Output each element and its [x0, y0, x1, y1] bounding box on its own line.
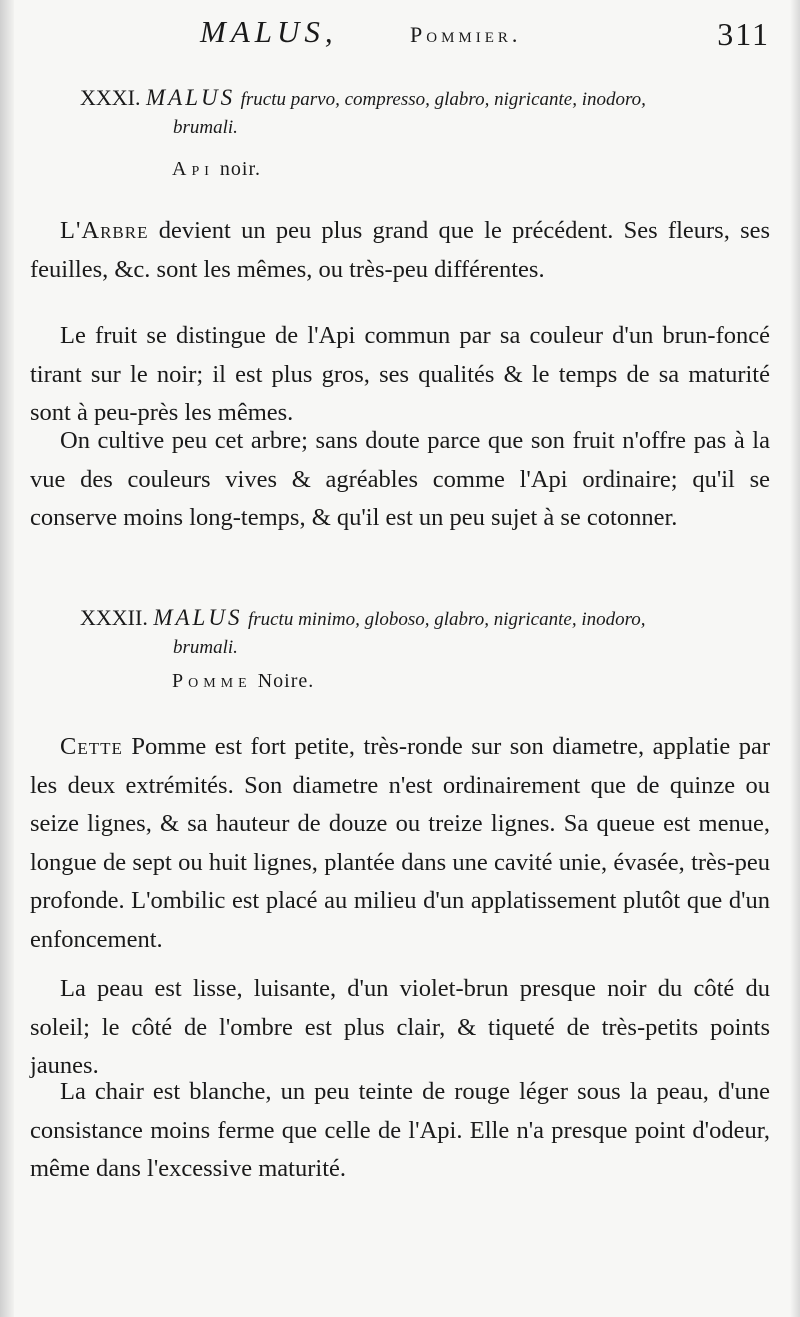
- entry-32-paragraph-1: [30, 728, 770, 959]
- entry-32-paragraph-3-text: La chair est blanche, un peu teinte de rouge léger sous la peau, d'une consistance moins ferme que celle de l'Api. Elle n'a presque point d'odeur, même dans l'excessive maturité.: [30, 1078, 770, 1182]
- entry-31-description-cont: brumali.: [173, 117, 238, 138]
- entry-31-paragraph-1-lead: L'Arbre: [60, 217, 149, 244]
- page-gutter-shadow: [0, 0, 14, 1317]
- entry-31-common-name-rest: noir.: [219, 158, 262, 180]
- entry-31-paragraph-3-text: On cultive peu cet arbre; sans doute parce que son fruit n'offre pas à la vue des couleurs vives & agréables comme l'Api ordinaire; qu'il se conserve moins long-temps, & qu'il est un peu sujet à se cotonner.: [30, 427, 770, 531]
- page-edge-shadow: [790, 0, 800, 1317]
- entry-31-common-name: [172, 158, 261, 181]
- entry-31-paragraph-1-text: devient un peu plus grand que le précédent. Ses fleurs, ses feuilles, &c. sont les mêmes, ou très-peu différentes.: [30, 217, 771, 283]
- entry-31-heading: [80, 84, 760, 142]
- entry-32-paragraph-1-text: Pomme est fort petite, très-ronde sur son diametre, applatie par les deux extrémités. Son diametre n'est ordinairement que de quinze ou seize lignes, & sa hauteur de douze ou treize lignes. Sa queue est menue, longue de sept ou huit lignes, plantée dans une cavité unie, évasée, très-peu profonde. L'ombilic est placé au milieu d'un applatissement plutôt que d'un enfoncement.: [30, 733, 770, 953]
- entry-32-paragraph-2: [30, 970, 770, 1086]
- entry-32-paragraph-1-lead: Cette: [60, 733, 123, 760]
- running-head: [200, 14, 770, 58]
- entry-32-number: XXXII.: [80, 605, 148, 630]
- running-head-subtitle: Pommier.: [410, 22, 522, 47]
- entry-32-heading: [80, 604, 760, 662]
- entry-32-common-name: [172, 670, 314, 693]
- entry-31-paragraph-1: [30, 212, 770, 289]
- entry-32-common-name-sc: Pomme: [172, 670, 252, 692]
- entry-32-paragraph-3: [30, 1073, 770, 1189]
- running-head-title: MALUS,: [200, 14, 338, 49]
- entry-32-description: fructu minimo, globoso, glabro, nigricante, inodoro,: [247, 609, 646, 630]
- entry-31-number: XXXI.: [80, 85, 141, 110]
- page-number: 311: [717, 16, 770, 52]
- entry-31-description: fructu parvo, compresso, glabro, nigricante, inodoro,: [240, 89, 646, 110]
- entry-31-paragraph-2-text: Le fruit se distingue de l'Api commun par sa couleur d'un brun-foncé tirant sur le noir; il est plus gros, ses qualités & le temps de sa maturité sont à peu-près les mêmes.: [30, 322, 770, 426]
- entry-31-paragraph-3: [30, 422, 770, 538]
- entry-32-description-cont: brumali.: [173, 637, 238, 658]
- entry-31-common-name-sc: Api: [172, 158, 214, 180]
- entry-31-paragraph-2: [30, 317, 770, 433]
- entry-32-paragraph-2-text: La peau est lisse, luisante, d'un violet-brun presque noir du côté du soleil; le côté de l'ombre est plus clair, & tiqueté de très-petits points jaunes.: [30, 975, 770, 1079]
- entry-31-genus: MALUS: [146, 85, 236, 110]
- entry-32-common-name-rest: Noire.: [257, 670, 315, 692]
- entry-32-genus: MALUS: [153, 605, 243, 630]
